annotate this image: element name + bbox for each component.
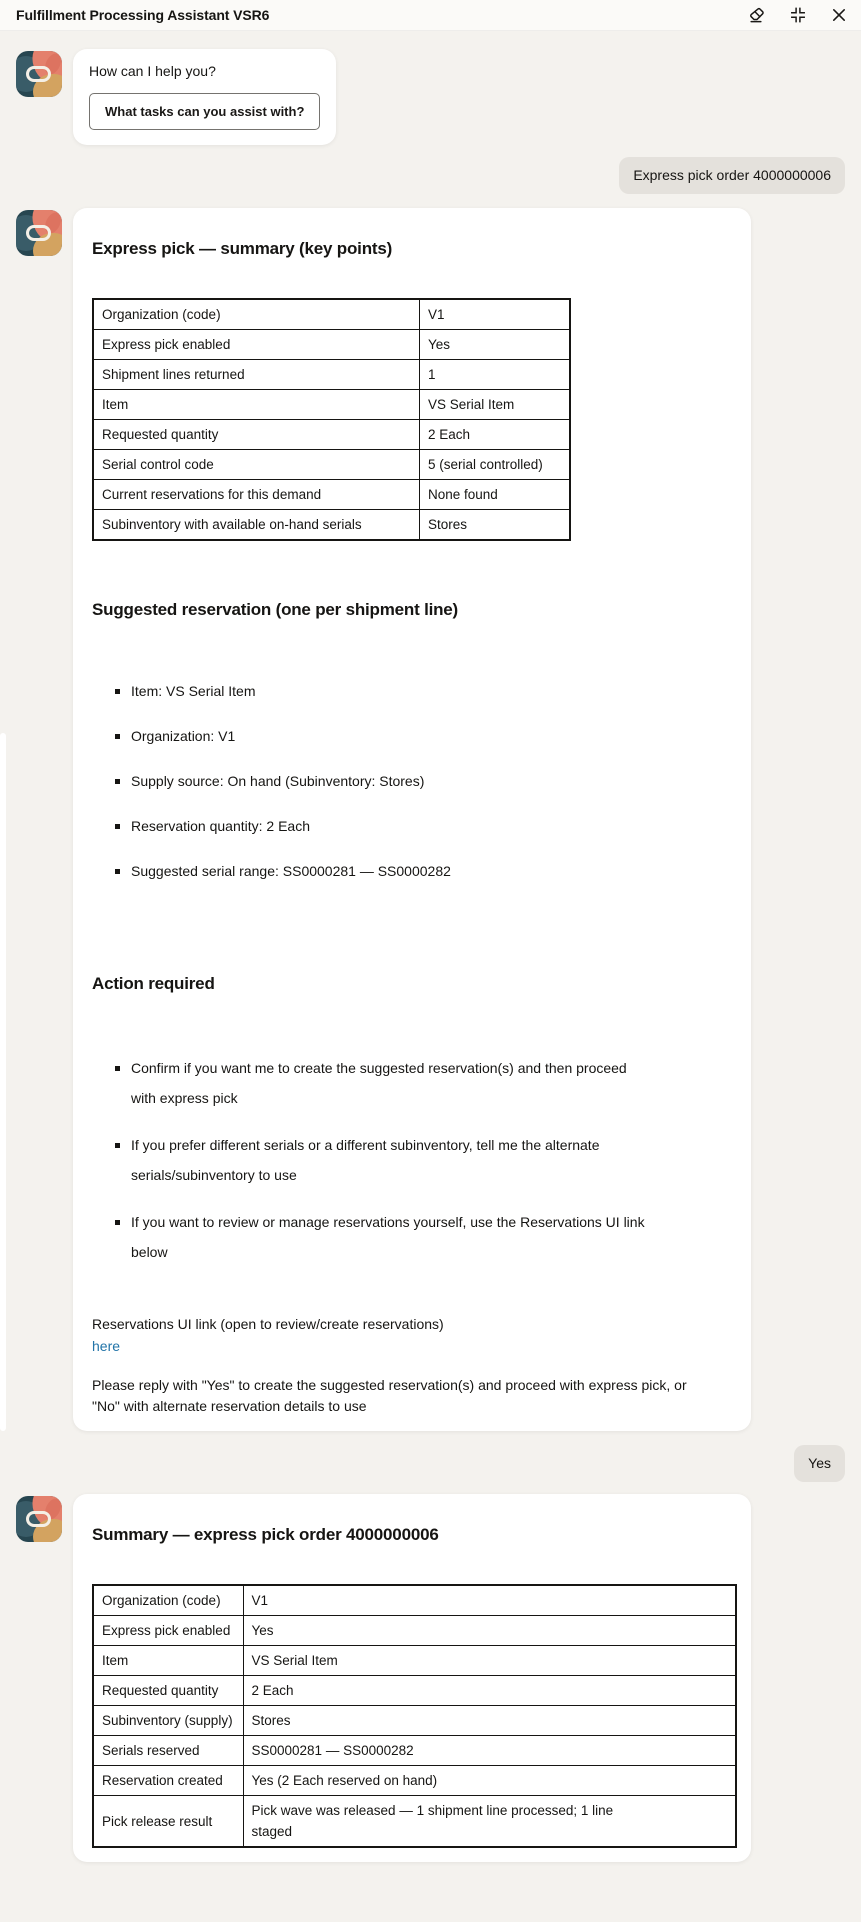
eraser-icon[interactable] [745, 4, 767, 26]
user-message: Express pick order 4000000006 [619, 157, 845, 194]
close-icon[interactable] [829, 5, 849, 25]
titlebar [0, 0, 861, 31]
reservations-link-caption: Reservations UI link (open to review/create reservations) [92, 1316, 444, 1332]
assistant-avatar [16, 51, 62, 97]
assistant-avatar [16, 210, 62, 256]
avatar-ring-icon [26, 225, 51, 241]
app-title: Fulfillment Processing Assistant VSR6 [16, 7, 270, 23]
express-summary-title: Express pick — summary (key points) [92, 239, 393, 258]
assistant-avatar [16, 1496, 62, 1542]
assistant-bubble [73, 49, 336, 145]
confirm-prompt-text: Please reply with "Yes" to create the suggested reservation(s) and proceed with express pick, or "No" with alternate reservation details to use [92, 1377, 687, 1414]
suggestion-button[interactable]: What tasks can you assist with? [89, 93, 320, 130]
table-row: Serial control code 5 (serial controlled) [93, 450, 570, 480]
action-required-title: Action required [92, 974, 215, 993]
final-summary-card [73, 1494, 751, 1862]
table-row: Subinventory with available on-hand serials Stores [93, 510, 570, 541]
final-summary-title: Summary — express pick order 4000000006 [92, 1525, 439, 1544]
table-row: Requested quantity 2 Each [93, 1676, 736, 1706]
titlebar-actions [745, 4, 849, 26]
table-row: Shipment lines returned 1 [93, 360, 570, 390]
scrollbar[interactable] [0, 733, 6, 1431]
table-row: Requested quantity 2 Each [93, 420, 570, 450]
suggested-reservation-title: Suggested reservation (one per shipment line) [92, 600, 459, 619]
assistant-message-express-summary [0, 208, 861, 1431]
table-row: Current reservations for this demand None found [93, 480, 570, 510]
table-row: Organization (code) V1 [93, 1585, 736, 1616]
suggested-reservation-list [92, 681, 732, 881]
table-row: Reservation created Yes (2 Each reserved on hand) [93, 1766, 736, 1796]
list-item: If you prefer different serials or a different subinventory, tell me the alternate serials/subinventory to use [115, 1130, 691, 1190]
table-row: Pick release result Pick wave was released — 1 shipment line processed; 1 line staged [93, 1796, 736, 1848]
table-row: Serials reserved SS0000281 — SS0000282 [93, 1736, 736, 1766]
list-item: Item: VS Serial Item [115, 681, 732, 701]
assistant-message-final-summary [0, 1494, 861, 1862]
avatar-ring-icon [26, 1511, 51, 1527]
greeting-text: How can I help you? [89, 63, 216, 79]
table-row: Subinventory (supply) Stores [93, 1706, 736, 1736]
table-row: Organization (code) V1 [93, 299, 570, 330]
list-item: Reservation quantity: 2 Each [115, 816, 732, 836]
express-summary-card [73, 208, 751, 1431]
avatar-ring-icon [26, 66, 51, 82]
reservations-ui-link[interactable]: here [92, 1338, 121, 1354]
list-item: If you want to review or manage reservations yourself, use the Reservations UI link below [115, 1207, 666, 1267]
table-row: Item VS Serial Item [93, 1646, 736, 1676]
assistant-message-welcome [0, 49, 861, 145]
action-required-list [92, 1053, 732, 1267]
table-row: Item VS Serial Item [93, 390, 570, 420]
list-item: Confirm if you want me to create the suggested reservation(s) and then proceed with express pick [115, 1053, 631, 1113]
table-row: Express pick enabled Yes [93, 1616, 736, 1646]
final-summary-table [92, 1584, 737, 1848]
collapse-icon[interactable] [787, 4, 809, 26]
user-message-row [0, 157, 861, 194]
list-item: Supply source: On hand (Subinventory: Stores) [115, 771, 732, 791]
list-item: Organization: V1 [115, 726, 732, 746]
table-row: Express pick enabled Yes [93, 330, 570, 360]
express-summary-table [92, 298, 571, 541]
user-message-row [0, 1445, 861, 1482]
list-item: Suggested serial range: SS0000281 — SS0000282 [115, 861, 732, 881]
user-message: Yes [794, 1445, 845, 1482]
